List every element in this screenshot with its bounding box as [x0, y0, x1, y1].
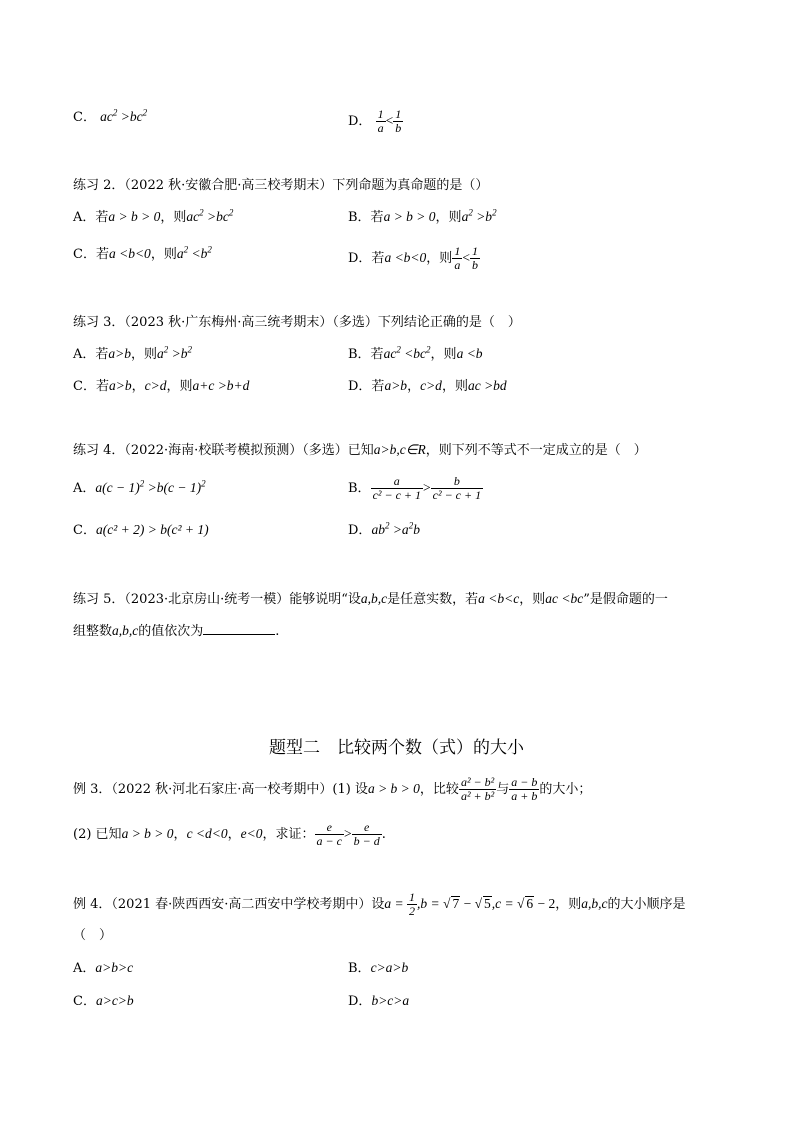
q3-option-d: D．若a>b，c>d，则ac >bd	[348, 378, 507, 394]
q4-option-c: C．a(c² + 2) > b(c² + 1)	[73, 522, 209, 538]
option-c-prev: C． $ac^2 >bc^2$	[73, 107, 148, 125]
question-3-stem: 练习 3．（2023 秋·广东梅州·高三统考期末）（多选）下列结论正确的是（ ）	[73, 315, 521, 330]
section-heading: 题型二 比较两个数（式）的大小	[269, 738, 524, 758]
question-2-stem: 练习 2．（2022 秋·安徽合肥·高三校考期末）下列命题为真命题的是（）	[73, 178, 489, 193]
option-d-prev: D． $\frac{1}{a}$ < $\frac{1}{b}$	[348, 107, 402, 135]
fraction: $\frac{1}{a}$	[377, 107, 384, 135]
example-4-line-1: 例 4．（2021 春·陕西西安·高二西安中学校考期中）设a = $\frac{1}{2}$ ,b = √ 7 − √ 5,c = √ 6 − 2，则a,b,c的大小顺序是	[73, 890, 686, 918]
q3-option-c: C．若a>b，c>d，则a+c >b+d	[73, 378, 250, 394]
example-3-line-1: 例 3．（2022 秋·河北石家庄·高一校考期中）(1) 设a > b > 0，比较 $\frac{\text{a² − b²}}{\text{a² + b²}}$ 与 $\frac{a - b}{a + b}$ 的大小；	[73, 775, 592, 803]
q2-option-c: C．若a <b<0，则$a^2 <b^2$	[73, 244, 212, 262]
ex4-option-c: C．a>c>b	[73, 993, 134, 1009]
q4-option-a: A．$a(c - 1)^2 >b(c - 1)^2$	[73, 478, 206, 496]
q3-option-a: A．若a>b，则$a^2 >b^2$	[73, 344, 193, 362]
q4-option-d: D．$ab^2 >a^2b$	[348, 520, 420, 538]
question-4-stem: 练习 4．（2022·海南·校联考模拟预测）（多选）已知a>b,c∈R，则下列不等式不一定成立的是（ ）	[73, 442, 647, 458]
q2-option-a: A．若a > b > 0，则$ac^2 >bc^2$	[73, 207, 234, 225]
example-4-line-2: （ ）	[73, 928, 113, 943]
fraction: $\frac{1}{b}$	[395, 107, 402, 135]
ex4-option-b: B．c>a>b	[348, 960, 409, 976]
q2-option-b: B．若a > b > 0，则$a^2 >b^2$	[348, 207, 497, 225]
q3-option-b: B．若$ac^2 <bc^2$，则a <b	[348, 344, 483, 362]
question-5-line-1: 练习 5．（2023·北京房山·统考一模）能够说明“设a,b,c是任意实数，若a <b<c，则ac <bc”是假命题的一	[73, 591, 668, 607]
example-3-line-2: (2) 已知a > b > 0，c <d<0，e<0，求证： $\frac{e}{a - c}$ > $\frac{e}{b - d}$ .	[73, 820, 386, 848]
ex4-option-d: D．b>c>a	[348, 993, 410, 1009]
question-5-line-2: 组整数a,b,c的值依次为 .	[73, 623, 280, 639]
q2-option-d: D．若a <b<0，则 $\frac{1}{a}$ < $\frac{1}{b}$	[348, 244, 478, 272]
ex4-option-a: A．a>b>c	[73, 960, 134, 976]
q4-option-b: B． $\frac{a}{\text{c² − c + 1}}$ > $\frac{b}{\text{c² − c + 1}}$	[348, 474, 482, 502]
answer-blank[interactable]	[203, 622, 275, 635]
